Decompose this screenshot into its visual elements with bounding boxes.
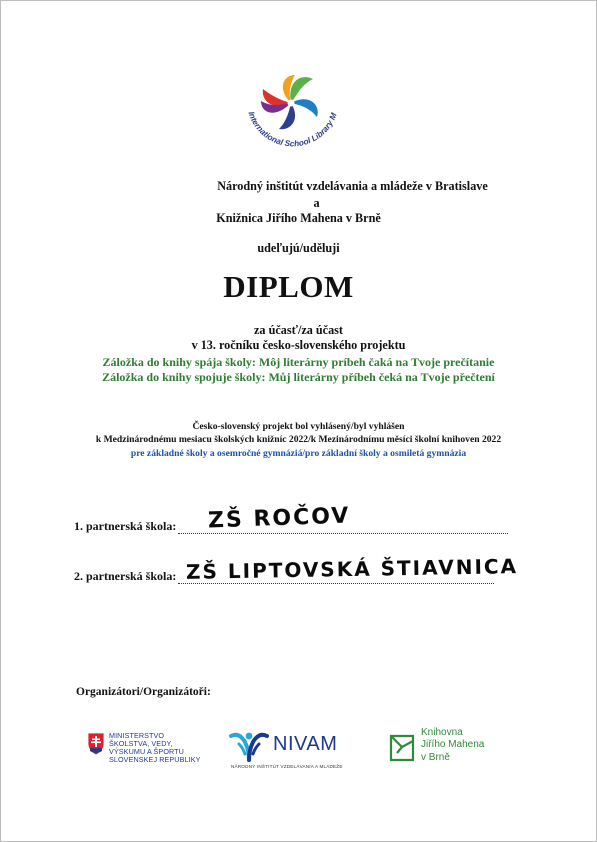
nivam-subtitle: NÁRODNÝ INŠTITÚT VZDELÁVANIA A MLÁDEŽE xyxy=(231,764,343,769)
kjm-text xyxy=(421,727,484,764)
ministry-text xyxy=(109,732,200,764)
nivam-wordmark: NIVAM xyxy=(273,733,338,755)
motto-slovak: Záložka do knihy spája školy: Môj literárny príbeh čaká na Tvoje prečítanie xyxy=(102,355,495,369)
nivam-logo xyxy=(229,726,359,774)
organizers-label: Organizátori/Organizátoři: xyxy=(76,686,211,698)
partner-school-label: 2. partnerská škola: xyxy=(74,569,177,583)
announcement-line-2: k Medzinárodnému mesiacu školských knižníc 2022/k Mezinárodnímu měsíci školní knihoven 2022 xyxy=(95,434,502,445)
issuer-line-2: a xyxy=(313,196,320,210)
ministry-line-3: VÝSKUMU A ŠPORTU xyxy=(109,747,184,756)
kjm-line-3: v Brně xyxy=(421,751,450,763)
announcement-line-1: Česko-slovenský projekt bol vyhlásený/byl vyhlášen xyxy=(192,421,405,432)
kjm-line-1: Knihovna xyxy=(421,727,463,738)
participation-line-2: v 13. ročníku česko-slovenského projektu xyxy=(191,338,406,352)
diploma-title: DIPLOM xyxy=(223,269,354,304)
motto-czech: Záložka do knihy spojuje školy: Můj literárny příbeh čeká na Tvoje přečtení xyxy=(102,370,495,384)
ministry-line-4: SLOVENSKEJ REPUBLIKY xyxy=(109,755,201,764)
handwritten-school-name: ZŠ LIPTOVSKÁ ŠTIAVNICA xyxy=(186,554,519,584)
slovak-coat-of-arms-icon xyxy=(87,732,105,756)
dotted-line xyxy=(178,554,519,584)
kjm-logo xyxy=(389,726,489,770)
participation-line-1: za účasť/za účast xyxy=(254,323,343,337)
partner-school-label: 1. partnerská škola: xyxy=(74,519,177,533)
kjm-line-2: Jiřího Mahena xyxy=(421,739,485,751)
nivam-figure-icon xyxy=(229,730,269,762)
ministry-line-1: MINISTERSTVO xyxy=(109,731,165,740)
pinwheel-logo-icon xyxy=(239,61,349,171)
partner-school-row-1 xyxy=(74,503,508,534)
issuer-line-3: Knižnica Jiřího Mahena v Brně xyxy=(216,211,381,225)
partner-school-row-2 xyxy=(74,554,519,584)
grant-text: udeľujú/uděluji xyxy=(257,241,340,255)
dotted-line xyxy=(178,503,508,534)
ministry-logo xyxy=(87,732,207,772)
issuer-line-1: Národný inštitút vzdelávania a mládeže v Bratislave xyxy=(217,179,488,193)
announcement-line-3: pre základné školy a osemročné gymnáziá/pro základní školy a osmiletá gymnázia xyxy=(130,448,467,459)
svg-text:International School Library M: International School Library M xyxy=(246,110,339,149)
international-school-library-month-logo xyxy=(239,61,349,171)
ministry-line-2: ŠKOLSTVA, VEDY, xyxy=(109,739,173,748)
handwritten-school-name: ZŠ ROČOV xyxy=(207,503,352,534)
book-icon xyxy=(389,733,415,763)
